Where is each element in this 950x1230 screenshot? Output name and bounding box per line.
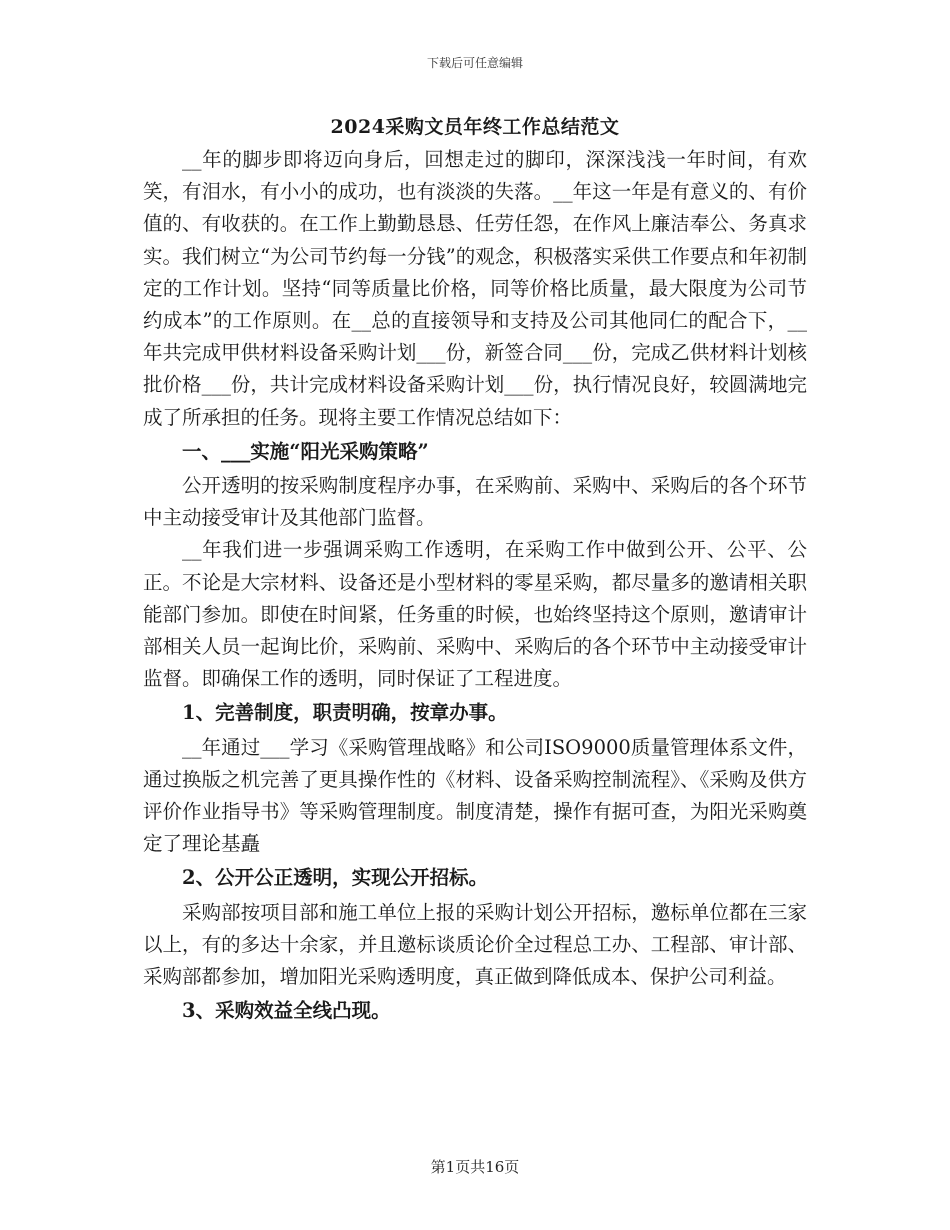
subsection-1-heading: 1、完善制度，职责明确，按章办事。 <box>182 701 508 725</box>
section-1-heading: 一、___实施“阳光采购策略” <box>182 439 429 463</box>
subsection-1-paragraph: __年通过___学习《采购管理战略》和公司ISO9000质量管理体系文件，通过换版之机完善了更具操作性的《材料、设备采购控制流程》、《采购及供方评价作业指导书》等采购管理制度。制度清楚，操作有据可查，为阳光采购奠定了理论基矗 <box>143 735 807 856</box>
document-title: 2024采购文员年终工作总结范文 <box>330 116 620 138</box>
page-number: 第1页共16页 <box>430 1158 520 1176</box>
section-1-paragraph-1: 公开透明的按采购制度程序办事，在采购前、采购中、采购后的各个环节中主动接受审计及其他部门监督。 <box>143 474 807 530</box>
document-body <box>143 110 807 1029</box>
intro-paragraph: __年的脚步即将迈向身后，回想走过的脚印，深深浅浅一年时间，有欢笑，有泪水，有小小的成功，也有淡淡的失落。__年这一年是有意义的、有价值的、有收获的。在工作上勤勤恳恳、任劳任怨，在作风上廉洁奉公、务真求实。我们树立“为公司节约每一分钱”的观念，积极落实采供工作要点和年初制定的工作计划。坚持“同等质量比价格，同等价格比质量，最大限度为公司节约成本”的工作原则。在__总的直接领导和支持及公司其他同仁的配合下，__年共完成甲供材料设备采购计划___份，新签合同___份，完成乙供材料计划核批价格___份，共计完成材料设备采购计划___份，执行情况良好，较圆满地完成了所承担的任务。现将主要工作情况总结如下： <box>143 148 807 429</box>
subsection-2-heading: 2、公开公正透明，实现公开招标。 <box>182 866 489 890</box>
header-note: 下载后可任意编辑 <box>426 56 523 70</box>
subsection-2-paragraph: 采购部按项目部和施工单位上报的采购计划公开招标，邀标单位都在三家以上，有的多达十余家，并且邀标谈质论价全过程总工办、工程部、审计部、采购部都参加，增加阳光采购透明度，真正做到降低成本、保护公司利益。 <box>143 900 807 989</box>
section-1-paragraph-2: __年我们进一步强调采购工作透明，在采购工作中做到公开、公平、公正。不论是大宗材料、设备还是小型材料的零星采购，都尽量多的邀请相关职能部门参加。即使在时间紧，任务重的时候，也始终坚持这个原则，邀请审计部相关人员一起询比价，采购前、采购中、采购后的各个环节中主动接受审计监督。即确保工作的透明，同时保证了工程进度。 <box>143 538 807 691</box>
subsection-3-heading: 3、采购效益全线凸现。 <box>182 999 391 1023</box>
